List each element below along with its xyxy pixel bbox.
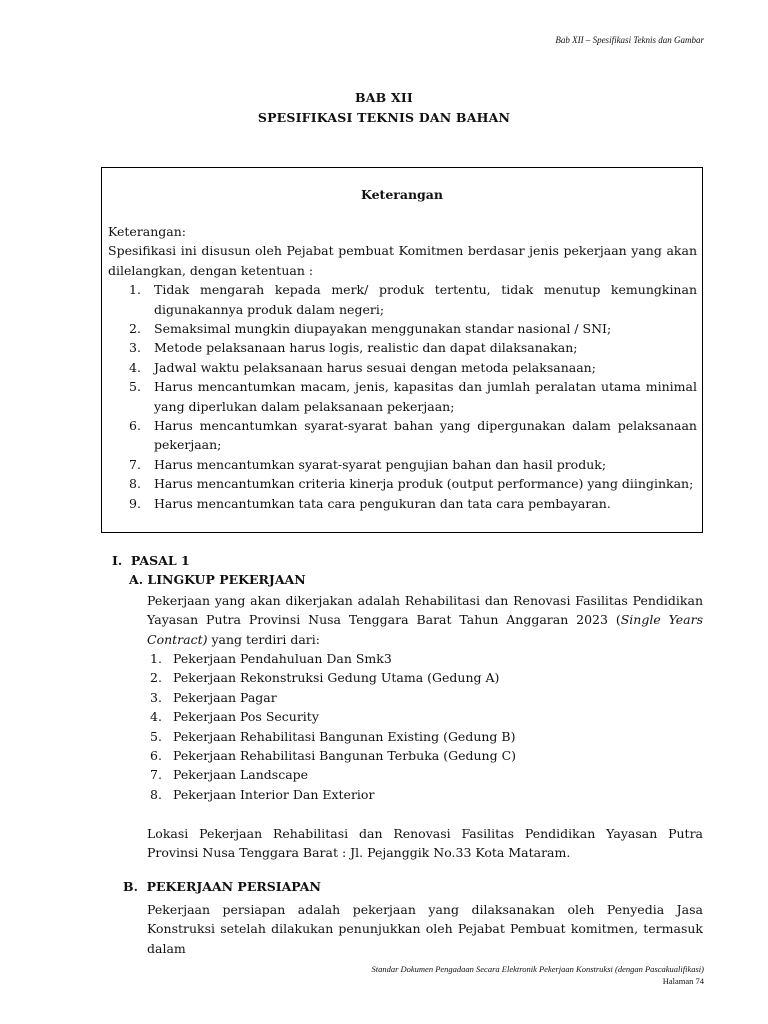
chapter-number: BAB XII xyxy=(355,90,413,105)
persiapan-paragraph: Pekerjaan persiapan adalah pekerjaan yang dilaksanakan oleh Penyedia Jasa Konstruksi setelah dilakukan penunjukkan oleh Pejabat Pembuat komitmen, termasuk dalam xyxy=(147,902,703,956)
list-item: 6. Harus mencantumkan syarat-syarat bahan yang dipergunakan dalam pelaksanaan pekerjaan; xyxy=(129,418,697,453)
chapter-title xyxy=(0,88,768,128)
box-intro: Spesifikasi ini disusun oleh Pejabat pembuat Komitmen berdasar jenis pekerjaan yang akan dilelangkan, dengan ketentuan : xyxy=(108,243,697,278)
list-item: 6. Pekerjaan Rehabilitasi Bangunan Terbuka (Gedung C) xyxy=(150,748,517,764)
list-item: 8. Harus mencantumkan criteria kinerja produk (output performance) yang diinginkan; xyxy=(129,476,694,492)
list-item: 1. Pekerjaan Pendahuluan Dan Smk3 xyxy=(150,651,392,666)
list-item: 5. Pekerjaan Rehabilitasi Bangunan Existing (Gedung B) xyxy=(150,728,516,744)
lokasi-paragraph: Lokasi Pekerjaan Rehabilitasi dan Renovasi Fasilitas Pendidikan Yayasan Putra Provinsi Nusa Tenggara Barat : Jl. Pejanggik No.33 Kota Mataram. xyxy=(147,826,703,861)
box-heading: Keterangan xyxy=(361,187,443,202)
lingkup-paragraph: Pekerjaan yang akan dikerjakan adalah Rehabilitasi dan Renovasi Fasilitas Pendidikan Yayasan Putra Provinsi Nusa Tenggara Barat Tahun Anggaran 2023 (Single Years Contract) yang terdiri dari: xyxy=(147,593,703,647)
list-item: 8. Pekerjaan Interior Dan Exterior xyxy=(150,786,375,802)
list-item: 4. Pekerjaan Pos Security xyxy=(150,709,319,725)
list-item: 3. Metode pelaksanaan harus logis, realistic dan dapat dilaksanakan; xyxy=(129,340,578,356)
pasal-heading: I. PASAL 1 xyxy=(112,553,190,568)
list-item: 7. Pekerjaan Landscape xyxy=(150,767,309,783)
keterangan-box xyxy=(101,167,703,533)
list-item: 2. Pekerjaan Rekonstruksi Gedung Utama (Gedung A) xyxy=(150,670,500,686)
work-list xyxy=(147,649,703,804)
requirements-list xyxy=(108,280,697,513)
persiapan-heading: B. PEKERJAAN PERSIAPAN xyxy=(123,879,321,894)
list-item: 1. Tidak mengarah kepada merk/ produk tertentu, tidak menutup kemungkinan digunakannya produk dalam negeri; xyxy=(129,282,697,317)
list-item: 9. Harus mencantumkan tata cara pengukuran dan tata cara pembayaran. xyxy=(129,495,611,511)
page-number: Halaman 74 xyxy=(662,976,704,986)
running-header: Bab XII – Spesifikasi Teknis dan Gambar xyxy=(555,35,704,45)
lingkup-heading: A. LINGKUP PEKERJAAN xyxy=(129,572,306,587)
footer-document-title: Standar Dokumen Pengadaan Secara Elektronik Pekerjaan Konstruksi (dengan Pascakualifikasi) xyxy=(371,964,704,974)
box-label: Keterangan: xyxy=(108,224,187,239)
chapter-name: SPESIFIKASI TEKNIS DAN BAHAN xyxy=(257,110,511,125)
list-item: 3. Pekerjaan Pagar xyxy=(150,689,277,705)
box-body xyxy=(108,222,697,513)
list-item: 7. Harus mencantumkan syarat-syarat pengujian bahan dan hasil produk; xyxy=(129,456,607,472)
list-item: 5. Harus mencantumkan macam, jenis, kapasitas dan jumlah peralatan utama minimal yang diperlukan dalam pelaksanaan pekerjaan; xyxy=(129,379,697,414)
list-item: 4. Jadwal waktu pelaksanaan harus sesuai dengan metoda pelaksanaan; xyxy=(129,359,596,375)
list-item: 2. Semaksimal mungkin diupayakan menggunakan standar nasional / SNI; xyxy=(129,321,612,337)
